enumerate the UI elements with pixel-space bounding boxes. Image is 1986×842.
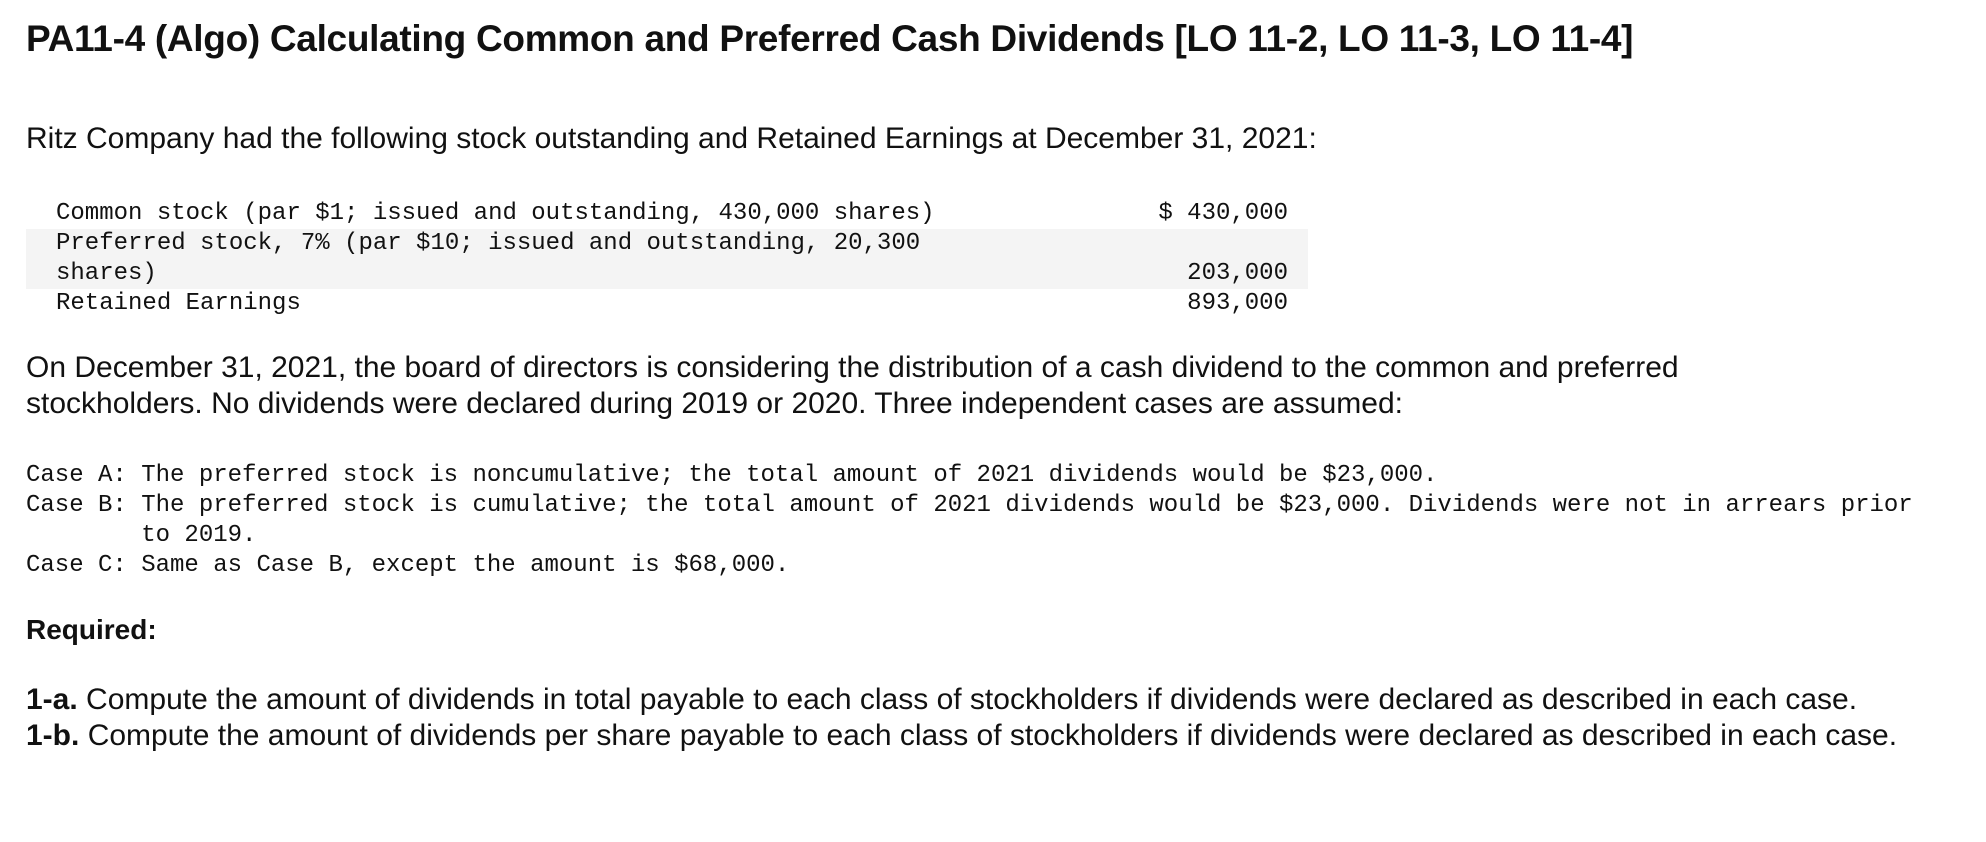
requirement-text: Compute the amount of dividends per share payable to each class of stockholders if dividends were declared as described in each case. <box>87 719 1898 752</box>
stock-row-common <box>26 199 1308 229</box>
case-text: The preferred stock is cumulative; the total amount of 2021 dividends would be $23,000. Dividends were not in arrears prior to 2019. <box>141 492 1913 549</box>
case-label: Case A: <box>26 462 142 489</box>
requirement-number: 1-a. <box>26 683 78 716</box>
stock-table <box>26 199 1308 319</box>
stock-row-preferred <box>26 229 1308 289</box>
requirement-number: 1-b. <box>26 719 80 752</box>
cases-list <box>26 461 1926 581</box>
case-text: Same as Case B, except the amount is $68,000. <box>141 552 790 579</box>
case-label: Case B: <box>26 492 142 519</box>
case-a <box>26 461 1926 491</box>
requirement-text: Compute the amount of dividends in total payable to each class of stockholders if dividends were declared as described in each case. <box>86 683 1858 716</box>
stock-row-label: Retained Earnings <box>56 290 301 317</box>
case-text: The preferred stock is noncumulative; the total amount of 2021 dividends would be $23,000. <box>141 462 1438 489</box>
case-b <box>26 491 1926 551</box>
stock-row-retained-earnings <box>26 289 1308 319</box>
required-heading: Required: <box>26 614 157 645</box>
page-title: PA11-4 (Algo) Calculating Common and Preferred Cash Dividends [LO 11-2, LO 11-3, LO 11-4] <box>26 18 1634 59</box>
intro-text: Ritz Company had the following stock outstanding and Retained Earnings at December 31, 2021: <box>26 122 1317 155</box>
case-c <box>26 551 1926 581</box>
stock-row-label: Common stock (par $1; issued and outstanding, 430,000 shares) <box>56 200 935 227</box>
stock-row-amount: 203,000 <box>1187 260 1288 287</box>
requirement-1b <box>26 718 1916 754</box>
case-label: Case C: <box>26 552 142 579</box>
stock-row-amount: $ 430,000 <box>1158 200 1288 227</box>
scenario-paragraph: On December 31, 2021, the board of directors is considering the distribution of a cash dividend to the common and preferred stockholders. No dividends were declared during 2019 or 2020. Three independent cases are assumed: <box>26 351 1679 420</box>
stock-row-amount: 893,000 <box>1187 290 1288 317</box>
stock-row-label: Preferred stock, 7% (par $10; issued and outstanding, 20,300 shares) <box>56 230 935 287</box>
requirement-1a <box>26 682 1916 718</box>
required-list <box>26 682 1916 754</box>
